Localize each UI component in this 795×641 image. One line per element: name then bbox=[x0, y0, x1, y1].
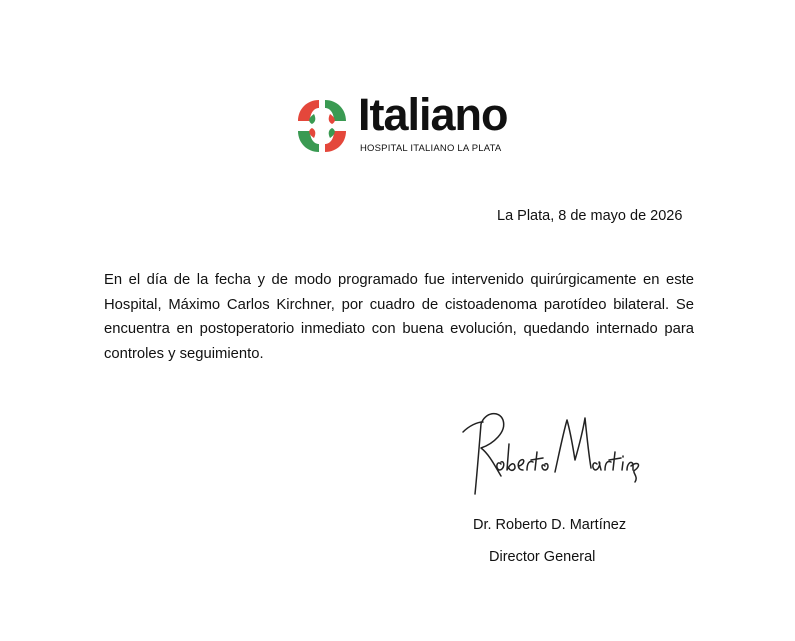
signer-name: Dr. Roberto D. Martínez bbox=[473, 517, 627, 533]
hospital-cross-logo-icon bbox=[292, 96, 352, 156]
hospital-logo bbox=[292, 89, 517, 158]
handwritten-signature bbox=[455, 404, 640, 504]
letter-body: En el día de la fecha y de modo programado fue intervenido quirúrgicamente en este Hospital, Máximo Carlos Kirchner, por cuadro de cistoadenoma parotídeo bilateral. Se encuentra en postoperatorio inmediato con buena evolución, quedando internado para controles y seguimiento. bbox=[104, 272, 694, 362]
logo-wordmark: Italiano bbox=[358, 89, 508, 140]
logo-subtitle: HOSPITAL ITALIANO LA PLATA bbox=[360, 143, 502, 154]
letter-date: La Plata, 8 de mayo de 2026 bbox=[497, 208, 683, 224]
signer-title: Director General bbox=[489, 549, 596, 565]
